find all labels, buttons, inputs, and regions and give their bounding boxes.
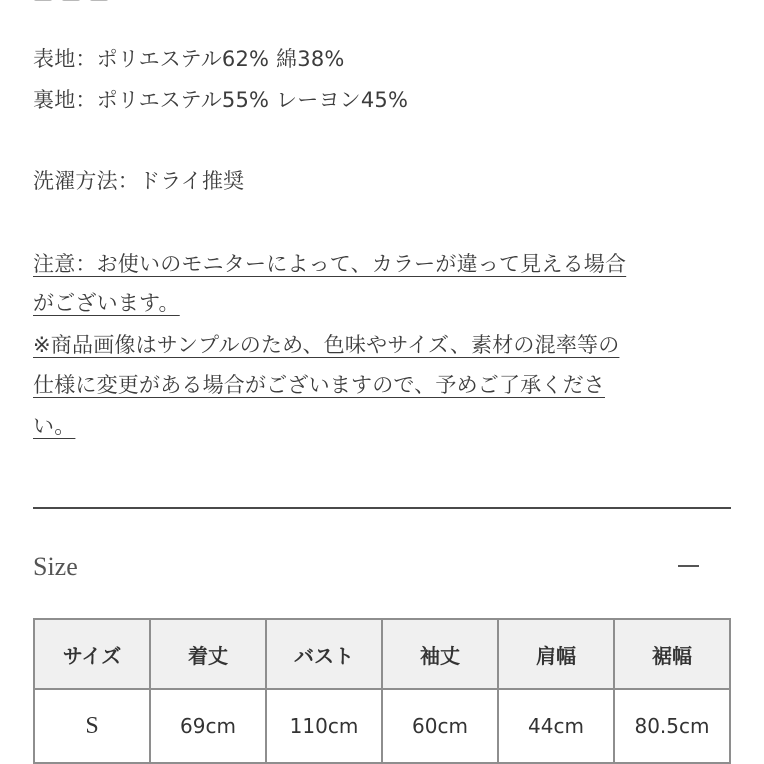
- cut-off-text-fragment: [34, 0, 124, 2]
- washing-instructions-text: 洗濯方法：ドライ推奨: [33, 169, 245, 193]
- header-bust: バスト: [266, 619, 382, 689]
- cell-shoulder: 44cm: [498, 689, 614, 763]
- note-line-1: 注意：お使いのモニターによって、カラーが違って見える場合: [33, 252, 627, 276]
- note-line-4: 仕様に変更がある場合がございますので、予めご了承くださ: [33, 373, 605, 397]
- note-line-2: がございます。: [33, 291, 180, 315]
- size-table-header-row: [34, 619, 730, 689]
- size-table: [33, 618, 731, 764]
- cell-hem-width: 80.5cm: [614, 689, 730, 763]
- size-section-title[interactable]: Size: [33, 552, 78, 581]
- header-sleeve: 袖丈: [382, 619, 498, 689]
- section-divider: [33, 507, 731, 509]
- cell-size: S: [34, 689, 150, 763]
- header-length: 着丈: [150, 619, 266, 689]
- material-lining-text: 裏地：ポリエステル55% レーヨン45%: [33, 88, 409, 112]
- header-size: サイズ: [34, 619, 150, 689]
- cell-bust: 110cm: [266, 689, 382, 763]
- table-row: [34, 689, 730, 763]
- note-line-5: い。: [33, 414, 76, 438]
- material-outer-text: 表地：ポリエステル62% 綿38%: [33, 47, 345, 71]
- note-line-3: ※商品画像はサンプルのため、色味やサイズ、素材の混率等の: [33, 333, 620, 357]
- collapse-minus-icon[interactable]: [678, 565, 699, 567]
- header-hem-width: 裾幅: [614, 619, 730, 689]
- cell-sleeve: 60cm: [382, 689, 498, 763]
- header-shoulder: 肩幅: [498, 619, 614, 689]
- cell-length: 69cm: [150, 689, 266, 763]
